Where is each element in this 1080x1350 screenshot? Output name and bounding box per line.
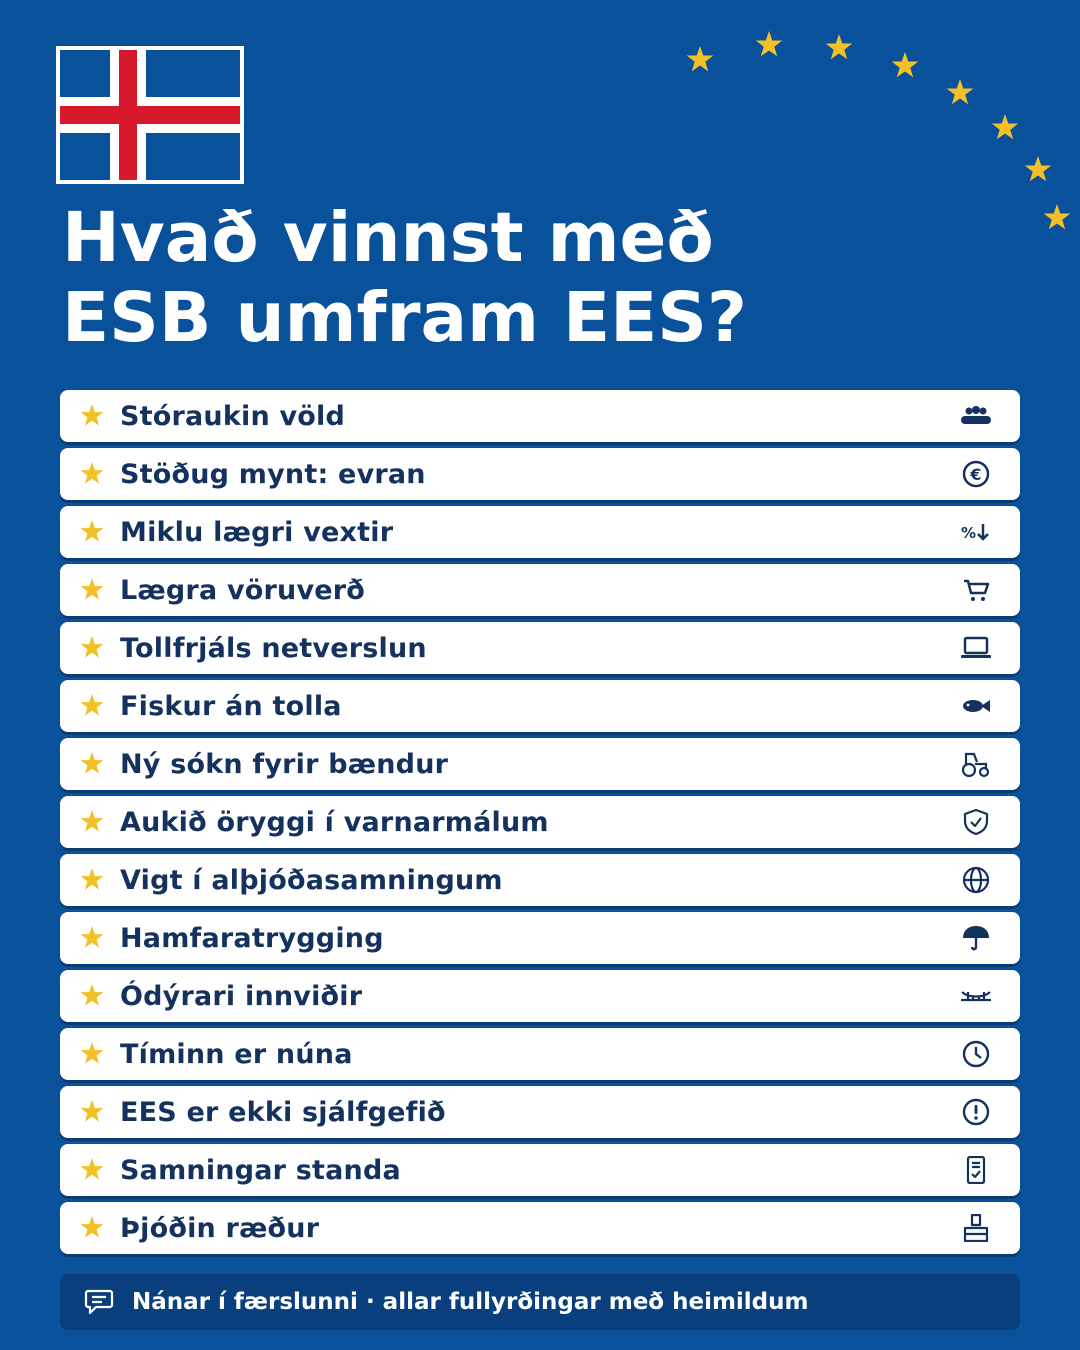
laptop-icon <box>960 634 992 662</box>
fish-icon <box>960 692 992 720</box>
shield-check-icon <box>960 808 992 836</box>
shopping-cart-icon <box>960 576 992 604</box>
star-icon <box>80 1158 104 1182</box>
list-item <box>60 448 1020 500</box>
item-label: Fiskur án tolla <box>120 690 342 722</box>
item-label: Stöðug mynt: evran <box>120 458 426 490</box>
eu-star-icon <box>687 46 714 71</box>
star-icon <box>80 520 104 544</box>
star-icon <box>80 984 104 1008</box>
title-line-1: Hvað vinnst með <box>62 198 714 278</box>
item-label: Tollfrjáls netverslun <box>120 632 427 664</box>
tractor-icon <box>960 750 992 778</box>
svg-text:%: % <box>961 524 977 542</box>
star-icon <box>80 1216 104 1240</box>
list-item <box>60 622 1020 674</box>
clock-icon <box>960 1040 992 1068</box>
item-label: Stóraukin völd <box>120 400 346 432</box>
list-item <box>60 1086 1020 1138</box>
star-icon <box>80 694 104 718</box>
alert-circle-icon <box>960 1098 992 1126</box>
people-group-icon <box>960 402 992 430</box>
eu-star-icon <box>1025 156 1052 181</box>
star-icon <box>80 926 104 950</box>
list-item <box>60 680 1020 732</box>
footer-banner <box>60 1274 1020 1330</box>
star-icon <box>80 636 104 660</box>
percent-down-icon <box>960 518 992 546</box>
benefits-list <box>60 390 1020 1260</box>
star-icon <box>80 868 104 892</box>
item-label: Ódýrari innviðir <box>120 980 363 1012</box>
page-title <box>62 198 962 358</box>
list-item <box>60 738 1020 790</box>
document-check-icon <box>960 1156 992 1184</box>
item-label: Þjóðin ræður <box>120 1212 320 1244</box>
list-item <box>60 1028 1020 1080</box>
umbrella-icon <box>960 924 992 952</box>
item-label: Hamfaratrygging <box>120 922 384 954</box>
item-label: Ný sókn fyrir bændur <box>120 748 449 780</box>
eu-star-icon <box>756 31 783 56</box>
item-label: EES er ekki sjálfgefið <box>120 1096 446 1128</box>
star-icon <box>80 578 104 602</box>
star-icon <box>80 1042 104 1066</box>
eu-star-icon <box>1044 204 1071 229</box>
eu-star-icon <box>992 114 1019 139</box>
list-item <box>60 970 1020 1022</box>
list-item <box>60 912 1020 964</box>
list-item <box>60 796 1020 848</box>
list-item <box>60 564 1020 616</box>
chat-bubble-icon <box>84 1288 114 1316</box>
eu-star-icon <box>826 34 853 59</box>
item-label: Aukið öryggi í varnarmálum <box>120 806 549 838</box>
list-item <box>60 1202 1020 1254</box>
star-icon <box>80 752 104 776</box>
globe-icon <box>960 866 992 894</box>
star-icon <box>80 462 104 486</box>
item-label: Lægra vöruverð <box>120 574 366 606</box>
svg-text:€: € <box>970 465 982 484</box>
euro-coin-icon <box>960 460 992 488</box>
title-line-2: ESB umfram EES? <box>62 278 747 358</box>
eu-star-icon <box>947 79 974 104</box>
item-label: Tíminn er núna <box>120 1038 353 1070</box>
item-label: Samningar standa <box>120 1154 401 1186</box>
list-item <box>60 1144 1020 1196</box>
star-icon <box>80 404 104 428</box>
bridge-icon <box>960 982 992 1010</box>
iceland-flag <box>56 46 244 184</box>
star-icon <box>80 1100 104 1124</box>
list-item <box>60 506 1020 558</box>
ballot-box-icon <box>960 1214 992 1242</box>
eu-star-icon <box>892 52 919 77</box>
item-label: Vigt í alþjóðasamningum <box>120 864 503 896</box>
star-icon <box>80 810 104 834</box>
list-item <box>60 390 1020 442</box>
item-label: Miklu lægri vextir <box>120 516 394 548</box>
list-item <box>60 854 1020 906</box>
footer-text: Nánar í færslunni · allar fullyrðingar með heimildum <box>132 1289 809 1315</box>
